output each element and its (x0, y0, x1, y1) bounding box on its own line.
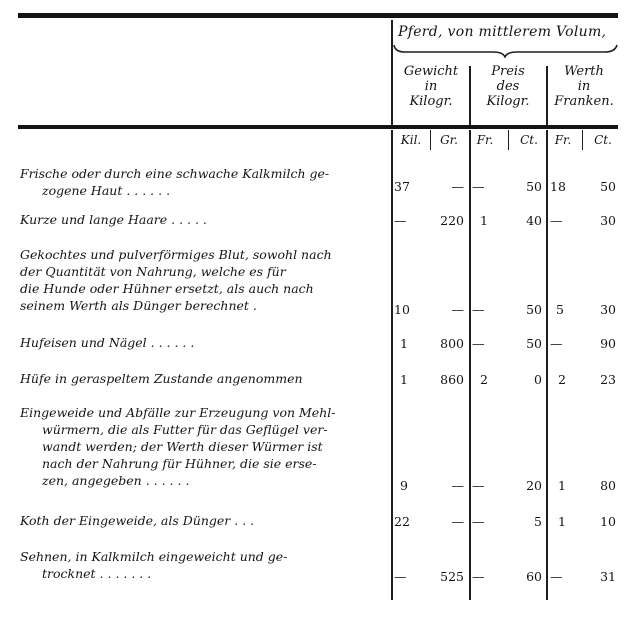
unit-price-fr: Fr. (476, 133, 494, 147)
cell-price-ct: 0 (534, 372, 542, 387)
cell-value-ct: 30 (600, 302, 616, 317)
description-line: Gekochtes und pulverförmiges Blut, sowohl nach (20, 247, 332, 262)
cell-value-fr: 5 (556, 302, 564, 317)
row-description (20, 246, 380, 314)
description-line: Eingeweide und Abfälle zur Erzeugung von Mehl- (20, 405, 336, 420)
description-line: seinem Werth als Dünger berechnet . (20, 298, 257, 313)
value-header (548, 64, 620, 109)
cell-kil: 37 (394, 179, 410, 194)
description-line: würmern, die als Futter für das Geflügel ver- (42, 422, 328, 437)
cell-value-fr: 1 (558, 478, 566, 493)
cell-price-ct: 40 (526, 213, 542, 228)
cell-value-ct: 10 (600, 514, 616, 529)
cell-price-fr: — (472, 569, 485, 584)
weight-header-line: Kilogr. (409, 94, 453, 109)
subcolumn-rule (430, 130, 431, 150)
cell-price-fr: — (472, 302, 485, 317)
unit-value-fr: Fr. (554, 133, 572, 147)
description-line: Hufeisen und Nägel . . . . . . (20, 335, 195, 350)
weight-header-line: in (424, 79, 438, 94)
cell-value-fr: 18 (550, 179, 566, 194)
unit-gr: Gr. (440, 133, 458, 147)
header-rule (18, 125, 618, 129)
column-rule (469, 130, 471, 600)
cell-kil: 1 (400, 372, 408, 387)
cell-gr: 220 (440, 213, 464, 228)
row-description (20, 165, 380, 199)
description-line: nach der Nahrung für Hühner, die sie erse- (42, 456, 317, 471)
cell-value-fr: — (550, 213, 563, 228)
description-line: Hüfe in geraspeltem Zustande angenommen (20, 371, 303, 386)
cell-price-ct: 50 (526, 302, 542, 317)
description-line: zen, angegeben . . . . . . (42, 473, 190, 488)
cell-gr: — (451, 302, 464, 317)
price-header-line: Preis (491, 64, 525, 79)
cell-price-fr: — (472, 478, 485, 493)
top-rule (18, 13, 618, 18)
cell-value-ct: 80 (600, 478, 616, 493)
row-description (20, 548, 380, 582)
value-header-line: in (577, 79, 591, 94)
unit-kil: Kil. (400, 133, 422, 147)
column-rule (469, 66, 471, 125)
price-header (472, 64, 544, 109)
cell-price-fr: — (472, 179, 485, 194)
cell-gr: — (451, 478, 464, 493)
cell-value-ct: 50 (600, 179, 616, 194)
cell-kil: 22 (394, 514, 410, 529)
value-header-line: Franken. (554, 94, 614, 109)
row-description (20, 512, 380, 529)
row-description (20, 334, 380, 351)
unit-value-ct: Ct. (594, 133, 612, 147)
unit-price-ct: Ct. (520, 133, 538, 147)
cell-value-ct: 23 (600, 372, 616, 387)
cell-gr: 800 (440, 336, 464, 351)
weight-header (395, 64, 467, 109)
cell-value-ct: 30 (600, 213, 616, 228)
row-description (20, 404, 380, 489)
cell-kil: 9 (400, 478, 408, 493)
cell-value-fr: — (550, 336, 563, 351)
cell-price-ct: 50 (526, 336, 542, 351)
cell-kil: — (394, 213, 407, 228)
cell-price-fr: 1 (480, 213, 488, 228)
brace-icon (393, 44, 618, 58)
description-line: Frische oder durch eine schwache Kalkmilch ge- (20, 166, 330, 181)
description-line: wandt werden; der Werth dieser Würmer ist (42, 439, 323, 454)
cell-price-ct: 20 (526, 478, 542, 493)
cell-kil: 10 (394, 302, 410, 317)
value-header-line: Werth (564, 64, 604, 79)
cell-price-fr: — (472, 514, 485, 529)
cell-value-fr: 1 (558, 514, 566, 529)
cell-price-ct: 60 (526, 569, 542, 584)
subcolumn-rule (508, 130, 509, 150)
cell-price-ct: 50 (526, 179, 542, 194)
price-header-line: Kilogr. (486, 94, 530, 109)
column-rule (391, 20, 393, 125)
weight-header-line: Gewicht (403, 64, 459, 79)
cell-price-ct: 5 (534, 514, 542, 529)
cell-kil: 1 (400, 336, 408, 351)
description-line: Sehnen, in Kalkmilch eingeweicht und ge- (20, 549, 288, 564)
description-line: Kurze und lange Haare . . . . . (20, 212, 207, 227)
cell-value-fr: — (550, 569, 563, 584)
cell-gr: 860 (440, 372, 464, 387)
row-description (20, 211, 380, 228)
column-rule (546, 130, 548, 600)
cell-price-fr: 2 (480, 372, 488, 387)
cell-kil: — (394, 569, 407, 584)
description-line: trocknet . . . . . . . (42, 566, 152, 581)
column-rule (546, 66, 548, 125)
cell-gr: — (451, 179, 464, 194)
cell-value-ct: 90 (600, 336, 616, 351)
cell-value-ct: 31 (600, 569, 616, 584)
cell-value-fr: 2 (558, 372, 566, 387)
description-line: der Quantität von Nahrung, welche es für (20, 264, 286, 279)
description-line: zogene Haut . . . . . . (42, 183, 171, 198)
description-line: Koth der Eingeweide, als Dünger . . . (20, 513, 255, 528)
cell-gr: — (451, 514, 464, 529)
row-description (20, 370, 380, 387)
subcolumn-rule (582, 130, 583, 150)
column-rule (391, 130, 393, 600)
price-header-line: des (496, 79, 520, 94)
group-title: Pferd, von mittlerem Volum, (398, 24, 607, 40)
cell-price-fr: — (472, 336, 485, 351)
cell-gr: 525 (440, 569, 464, 584)
description-line: die Hunde oder Hühner ersetzt, als auch nach (20, 281, 314, 296)
